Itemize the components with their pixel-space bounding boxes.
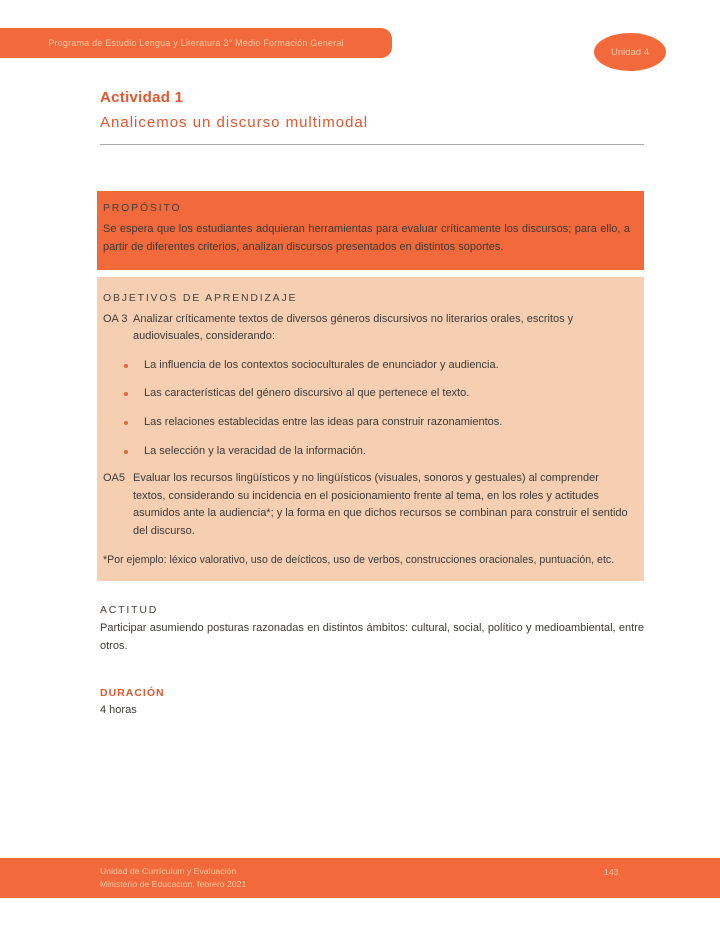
bullet-text: La influencia de los contextos socioculturales de enunciador y audiencia. bbox=[144, 358, 499, 371]
proposito-box bbox=[97, 191, 644, 270]
list-item bbox=[123, 357, 630, 375]
list-item bbox=[123, 385, 630, 403]
objetivos-heading: OBJETIVOS DE APRENDIZAJE bbox=[103, 291, 298, 304]
bullet-text: Las relaciones establecidas entre las ideas para construir razonamientos. bbox=[144, 416, 503, 428]
duracion-heading: DURACIÓN bbox=[100, 687, 165, 700]
list-item bbox=[123, 414, 630, 432]
duracion-section bbox=[100, 687, 644, 716]
list-item bbox=[123, 443, 630, 461]
duracion-value: 4 horas bbox=[100, 704, 137, 717]
unit-badge-label: Unidad 4 bbox=[610, 46, 650, 58]
page-footer bbox=[0, 858, 720, 898]
page-number: 143 bbox=[604, 867, 619, 877]
oa-text: Analizar críticamente textos de diversos géneros discursivos no literarios orales, escritos y audiovisuales, considerando: bbox=[133, 312, 574, 343]
oa-item bbox=[103, 470, 630, 540]
bullet-icon bbox=[124, 364, 128, 368]
oa-item bbox=[103, 311, 630, 346]
program-header-label: Programa de Estudio Lengua y Literatura 3° Medio Formación General bbox=[48, 38, 344, 48]
footer-line-1: Unidad de Currículum y Evaluación bbox=[100, 866, 237, 876]
program-header-bar bbox=[0, 28, 392, 58]
main-content bbox=[97, 58, 644, 716]
bullet-icon bbox=[124, 450, 128, 454]
activity-subtitle: Analicemos un discurso multimodal bbox=[100, 114, 369, 131]
actitud-heading: ACTITUD bbox=[100, 604, 159, 617]
bullet-icon bbox=[124, 421, 128, 425]
proposito-heading: PROPÓSITO bbox=[103, 202, 182, 214]
actitud-body: Participar asumiendo posturas razonadas en distintos ámbitos: cultural, social, político y medioambiental, entre otros. bbox=[100, 622, 644, 653]
footer-line-2: Ministerio de Educación, febrero 2021 bbox=[100, 879, 247, 890]
title-divider bbox=[100, 144, 644, 145]
oa3-bullet-list bbox=[103, 357, 630, 460]
oa-label: OA5 bbox=[103, 472, 126, 485]
bullet-text: Las características del género discursivo al que pertenece el texto. bbox=[144, 387, 470, 400]
actitud-section bbox=[100, 604, 644, 656]
oa-label: OA 3 bbox=[103, 312, 128, 325]
footnote: *Por ejemplo: léxico valorativo, uso de deícticos, uso de verbos, construcciones oracionales, puntuación, etc. bbox=[103, 553, 615, 566]
bullet-text: La selección y la veracidad de la información. bbox=[144, 444, 366, 457]
objetivos-box bbox=[97, 277, 644, 582]
bullet-icon bbox=[124, 392, 128, 396]
proposito-body: Se espera que los estudiantes adquieran herramientas para evaluar críticamente los discursos; para ello, a partir de diferentes criterios, analizan discursos presentados en distintos soportes. bbox=[103, 223, 630, 253]
footer-credits bbox=[100, 865, 246, 892]
activity-title: Actividad 1 bbox=[100, 89, 184, 106]
oa-text: Evaluar los recursos lingüísticos y no lingüísticos (visuales, sonoros y gestuales) al comprender textos, considerando su incidencia en el posicionamiento frente al tema, en los roles y actitudes asumidos ante la audiencia*; y la forma en que dichos recursos se combinan para construir el sentido del discurso. bbox=[133, 472, 628, 537]
